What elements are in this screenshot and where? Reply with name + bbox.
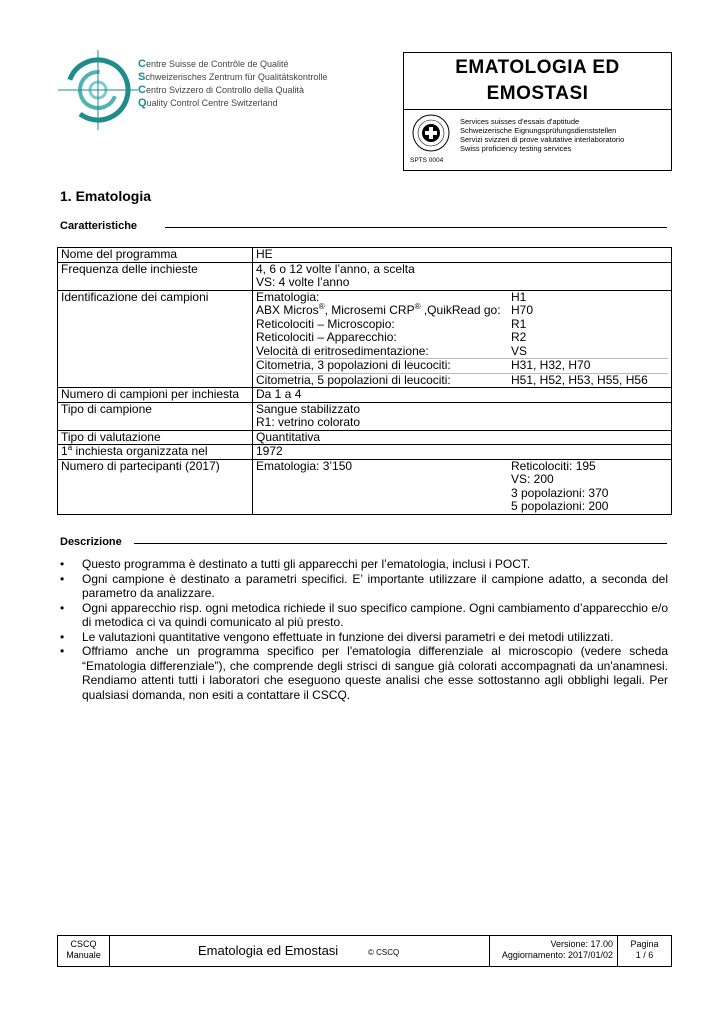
footer-version-cell: [490, 936, 618, 966]
bullet-icon: •: [60, 629, 65, 644]
list-item: • Ogni campione è destinato a parametri specifici. E’ importante utilizzare il campione adatto, a seconda del parametro da analizzare.: [60, 571, 668, 600]
sample-name: Reticolociti – Apparecchio:: [256, 330, 397, 344]
sample-code: R2: [511, 330, 527, 344]
document-title-line2: EMOSTASI: [486, 83, 589, 104]
row-label: Numero di campioni per inchiesta: [58, 388, 253, 403]
sample-name: Citometria, 5 popolazioni di leucociti:: [256, 372, 451, 387]
list-item: • Offriamo anche un programma specifico per l'ematologia differenziale al microscopio (vedere scheda “Ematologia differenziale”), che comprende degli strisci di sangue già colorati accompagnati da un'anamnesi. Rendiamo attenti tutti i laboratori che eseguono queste analisi che esse sottostanno agli obblighi legali. Per qualsiasi domanda, non esiti a contattare il CSCQ.: [60, 644, 668, 702]
org-line-it: Centro Svizzero di Controllo della Qualità: [138, 84, 305, 96]
row-label: Tipo di campione: [58, 402, 253, 430]
sts-code: SPTS 0004: [410, 157, 444, 164]
sample-name: ABX Micros®, Microsemi CRP® ,QuikRead go:: [256, 302, 501, 317]
row-label: Frequenza delle inchieste: [58, 262, 253, 290]
list-item: • Le valutazioni quantitative vengono effettuate in funzione dei diversi parametri e dei metodi utilizzati.: [60, 629, 614, 644]
sample-id-row: [256, 345, 668, 359]
row-label: Numero di partecipanti (2017): [58, 459, 253, 514]
sample-code: H1: [511, 289, 527, 304]
sample-id-row: [256, 318, 668, 332]
sample-id-row: [256, 358, 668, 373]
characteristics-heading: Caratteristiche: [60, 220, 138, 232]
sample-name: Citometria, 3 popolazioni di leucociti:: [256, 358, 451, 372]
page-footer: [57, 935, 672, 967]
sample-name: Ematologia:: [256, 289, 320, 304]
row-value: [253, 262, 672, 290]
bullet-icon: •: [60, 557, 65, 571]
bullet-icon: •: [60, 571, 65, 586]
service-line: Services suisses d'essais d'aptitude: [460, 117, 580, 126]
footer-version: Versione: 17.00: [550, 939, 613, 949]
participants-other: Reticolociti: 195 VS: 200 3 popolazioni: 370 5 popolazioni: 200: [511, 458, 609, 513]
footer-doc-type: Manuale: [66, 950, 101, 960]
footer-page-cell: [618, 936, 671, 966]
table-row: [58, 402, 672, 430]
table-row: [58, 430, 672, 445]
list-item: • Questo programma è destinato a tutti gli apparecchi per l’ematologia, inclusi i POCT.: [60, 557, 531, 571]
table-row: [58, 445, 672, 460]
footer-org: CSCQ: [70, 939, 97, 949]
section-title: 1. Ematologia: [60, 188, 152, 204]
row-value: Da 1 a 4: [253, 388, 672, 403]
bullet-icon: •: [60, 644, 65, 658]
row-label: 1$^a$ inchiesta organizzata nel: [58, 445, 253, 460]
sample-name: Reticolociti – Microscopio:: [256, 316, 395, 331]
participants-grid: [256, 460, 668, 514]
table-row: [58, 388, 672, 403]
sample-id-row: [256, 373, 668, 388]
row-value: [253, 290, 672, 388]
footer-page-label: Pagina: [630, 939, 659, 949]
row-label: Identificazione dei campioni: [58, 290, 253, 388]
row-label: Nome del programma: [58, 248, 253, 263]
services-box: [403, 108, 672, 171]
table-row: [58, 290, 672, 388]
footer-title: Ematologia ed Emostasi: [198, 943, 339, 958]
sample-id-row: [256, 331, 668, 345]
swiss-testing-badge-icon: [412, 114, 450, 152]
cscq-logo: [58, 50, 138, 130]
sample-code: VS: [511, 343, 528, 358]
row-value: [253, 459, 672, 514]
row-value: HE: [253, 248, 672, 263]
characteristics-table: [57, 247, 672, 515]
document-title-line1: EMATOLOGIA ED: [455, 57, 620, 78]
description-rule: [134, 543, 667, 544]
list-item: • Ogni apparecchio risp. ogni metodica richiede il suo specifico campione. Ogni cambiamento d’apparecchio e/o di metodica ci va quindi comunicato al più presto.: [60, 600, 668, 629]
service-line: Swiss proficiency testing services: [460, 144, 572, 153]
frequency-value: 4, 6 o 12 volte l’anno, a scelta: [256, 261, 415, 276]
sample-type-r1-value: R1: vetrino colorato: [256, 415, 361, 429]
footer-update: Aggiornamento: 2017/01/02: [501, 950, 613, 960]
org-line-fr: Centre Suisse de Contrôle de Qualité: [138, 58, 289, 70]
participants-hematology: Ematologia: 3’150: [256, 458, 353, 473]
table-row: [58, 262, 672, 290]
org-line-de: Schweizerisches Zentrum für Qualitätskontrolle: [138, 71, 328, 83]
footer-page-number: 1 / 6: [635, 950, 654, 960]
table-row: [58, 248, 672, 263]
sample-code: H51, H52, H53, H55, H56: [511, 372, 648, 387]
bullet-icon: •: [60, 600, 65, 615]
footer-copyright: © CSCQ: [368, 948, 400, 957]
service-line: Schweizerische Eignungsprüfungsdienststellen: [460, 126, 617, 135]
description-heading: Descrizione: [60, 536, 122, 548]
description-list: [60, 557, 668, 702]
service-line: Servizi svizzeri di prove valutative interlaboratorio: [460, 135, 625, 144]
footer-manual-cell: [58, 936, 110, 966]
org-line-en: Quality Control Centre Switzerland: [138, 97, 278, 109]
frequency-vs-value: VS: 4 volte l’anno: [256, 275, 350, 289]
sample-code: R1: [511, 316, 527, 331]
document-title-box: [403, 52, 672, 110]
table-row: [58, 459, 672, 514]
sample-type-value: Sangue stabilizzato: [256, 401, 361, 416]
sample-code: H31, H32, H70: [511, 358, 591, 372]
sample-name: Velocità di eritrosedimentazione:: [256, 343, 429, 358]
row-value: 1972: [253, 445, 672, 460]
footer-title-cell: [110, 936, 490, 966]
row-value: [253, 402, 672, 430]
characteristics-rule: [165, 227, 667, 228]
row-label: Tipo di valutazione: [58, 430, 253, 445]
row-value: Quantitativa: [253, 430, 672, 445]
sample-id-row: [256, 304, 668, 318]
sample-code: H70: [511, 303, 534, 317]
